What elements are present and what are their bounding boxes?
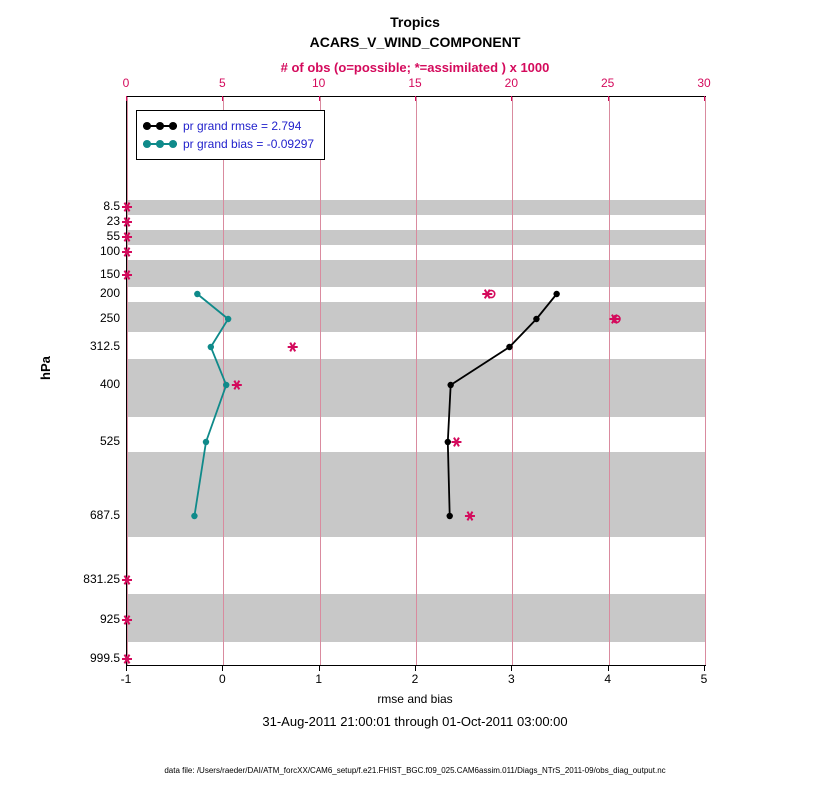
series-point	[533, 316, 539, 322]
x-tick-mark	[222, 666, 223, 671]
date-range-caption: 31-Aug-2011 21:00:01 through 01-Oct-2011 03:00:00	[262, 714, 568, 729]
chart-legend	[136, 110, 325, 160]
top-x-tick-mark	[511, 96, 512, 101]
series-point	[553, 291, 559, 297]
series-point	[203, 439, 209, 445]
assimilated-obs-marker	[122, 576, 132, 585]
top-axis-title: # of obs (o=possible; *=assimilated ) x 1000	[280, 60, 550, 75]
assimilated-obs-marker	[122, 271, 132, 280]
series-point	[447, 513, 453, 519]
legend-label-rmse: pr grand rmse = 2.794	[183, 119, 302, 133]
assimilated-obs-marker	[451, 438, 461, 447]
y-tick-label: 925	[99, 612, 120, 626]
x-tick-label: 3	[507, 672, 515, 686]
chart-title-region: Tropics	[390, 14, 440, 30]
y-tick-label: 312.5	[89, 339, 120, 353]
top-x-tick-label: 25	[600, 76, 615, 90]
x-tick-label: 1	[315, 672, 322, 686]
x-tick-label: 5	[700, 672, 708, 686]
y-axis-label: hPa	[38, 356, 53, 380]
series-line	[448, 294, 557, 516]
x-gridline	[705, 97, 706, 665]
assimilated-obs-marker	[465, 512, 475, 521]
series-line	[194, 294, 228, 516]
x-tick-mark	[415, 666, 416, 671]
y-tick-label: 150	[99, 267, 120, 281]
series-point	[445, 439, 451, 445]
x-tick-label: 4	[604, 672, 611, 686]
top-x-tick-mark	[704, 96, 705, 101]
series-point	[191, 513, 197, 519]
x-tick-mark	[319, 666, 320, 671]
x-tick-mark	[608, 666, 609, 671]
legend-item	[143, 135, 314, 153]
top-x-tick-label: 30	[697, 76, 711, 90]
assimilated-obs-marker	[122, 616, 132, 625]
x-tick-label: 2	[411, 672, 419, 686]
top-x-tick-label: 15	[408, 76, 422, 90]
x-tick-mark	[126, 666, 127, 671]
series-point	[506, 344, 512, 350]
top-x-tick-mark	[608, 96, 609, 101]
top-x-tick-label: 10	[311, 76, 326, 90]
legend-item	[143, 117, 314, 135]
plot-area	[126, 96, 706, 666]
x-tick-label: -1	[120, 672, 132, 686]
top-x-tick-label: 5	[218, 76, 226, 90]
top-x-tick-mark	[415, 96, 416, 101]
y-tick-label: 200	[99, 286, 120, 300]
top-x-tick-mark	[319, 96, 320, 101]
x-tick-mark	[511, 666, 512, 671]
assimilated-obs-marker	[122, 233, 132, 242]
x-tick-mark	[704, 666, 705, 671]
top-x-tick-label: 0	[122, 76, 130, 90]
series-point	[225, 316, 231, 322]
series-point	[447, 382, 453, 388]
series-point	[223, 382, 229, 388]
assimilated-obs-marker	[232, 381, 242, 390]
y-tick-label: 55	[106, 229, 120, 243]
assimilated-obs-marker	[122, 218, 132, 227]
y-tick-label: 687.5	[89, 508, 120, 522]
y-tick-label: 525	[99, 434, 120, 448]
data-file-caption: data file: /Users/raeder/DAI/ATM_forcXX/CAM6_setup/f.e21.FHIST_BGC.f09_025.CAM6assim.011/Diags_NTrS_2011-09/obs_diag_output.nc	[164, 766, 666, 775]
y-tick-label: 100	[99, 244, 120, 258]
x-axis-label: rmse and bias	[377, 692, 453, 706]
assimilated-obs-marker	[122, 655, 132, 664]
legend-label-bias: pr grand bias = -0.09297	[183, 137, 315, 151]
legend-line-icon	[143, 120, 177, 132]
top-x-tick-mark	[222, 96, 223, 101]
chart-title-variable: ACARS_V_WIND_COMPONENT	[309, 34, 521, 50]
legend-line-icon	[143, 138, 177, 150]
x-tick-label: 0	[218, 672, 226, 686]
chart-svg	[127, 97, 705, 665]
y-tick-label: 999.5	[89, 651, 120, 665]
assimilated-obs-marker	[122, 248, 132, 257]
series-point	[194, 291, 200, 297]
top-x-tick-label: 20	[504, 76, 519, 90]
y-tick-label: 831.25	[83, 572, 120, 586]
y-tick-label: 250	[99, 311, 120, 325]
series-point	[208, 344, 214, 350]
y-tick-label: 23	[106, 214, 120, 228]
y-tick-label: 400	[99, 377, 120, 391]
y-tick-label: 8.5	[103, 199, 120, 213]
assimilated-obs-marker	[288, 343, 298, 352]
top-x-tick-mark	[126, 96, 127, 101]
assimilated-obs-marker	[122, 203, 132, 212]
